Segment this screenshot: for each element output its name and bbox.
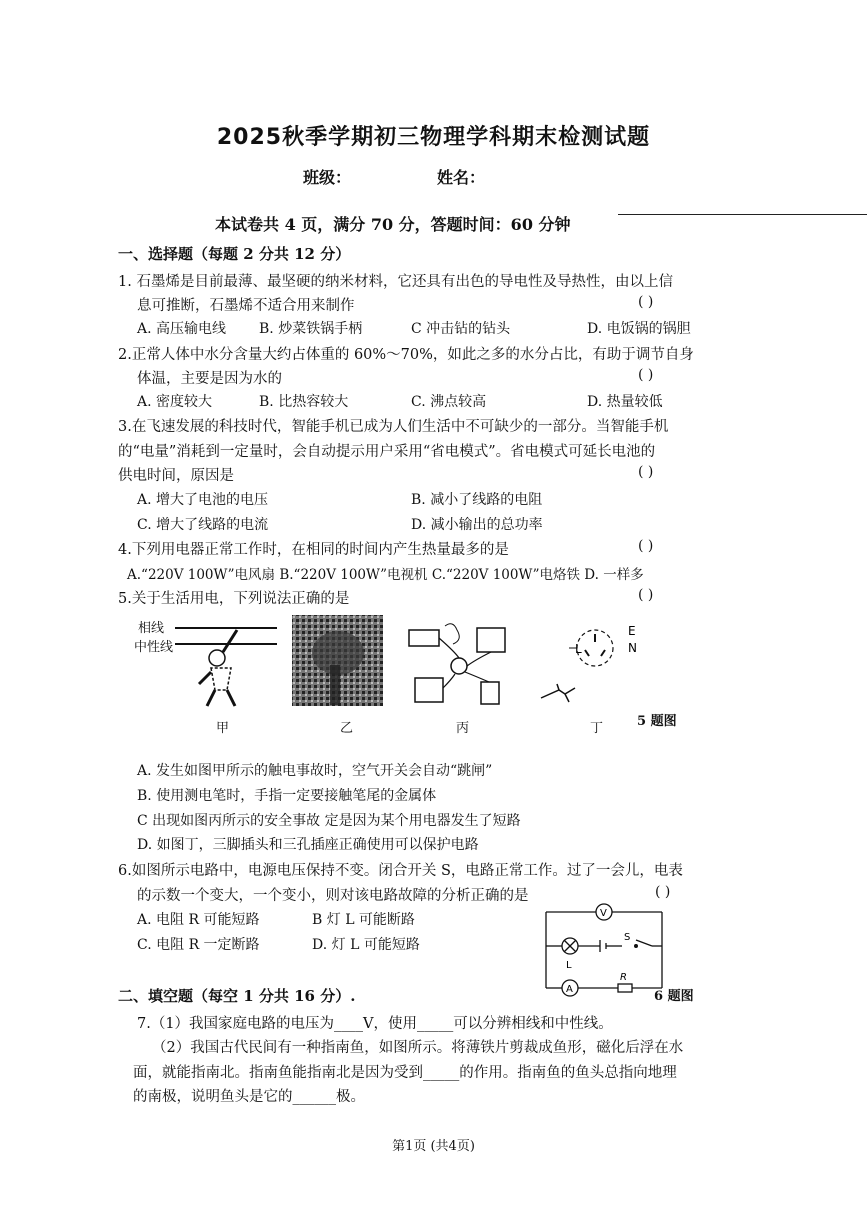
class-label: 班级： <box>303 168 352 187</box>
q2-option-d: D. 热量较低 <box>587 394 663 410</box>
circuit-symbol-s: S <box>624 932 631 943</box>
section-2-title: 二、填空题（每空 1 分共 16 分）. <box>118 987 356 1005</box>
q3-answer-paren: ( ) <box>638 464 654 480</box>
q1-option-c: C 冲击钻的钻头 <box>411 321 511 337</box>
plug-label-e: E <box>628 624 636 638</box>
fig-live-wire-label: 相线 <box>138 621 165 636</box>
q5-line1: 5.关于生活用电，下列说法正确的是 <box>118 591 350 607</box>
plug-label-l: L <box>575 642 582 656</box>
fig-5-label: 5 题图 <box>637 714 677 729</box>
q3-option-a: A. 增大了电池的电压 <box>137 492 269 508</box>
q6-line1: 6.如图所示电路中，电源电压保持不变。闭合开关 S，电路正常工作。过了一会儿，电表 <box>118 863 683 879</box>
q6-answer-paren: ( ) <box>655 884 671 900</box>
q5-answer-paren: ( ) <box>638 587 654 603</box>
q4-line1: 4.下列用电器正常工作时，在相同的时间内产生热量最多的是 <box>118 542 509 558</box>
q4-options: A.“220V 100W”电风扇 B.“220V 100W”电视机 C.“220V 100W”电烙铁 D. 一样多 <box>127 567 644 583</box>
q2-option-b: B. 比热容较大 <box>259 394 349 410</box>
q5-option-c: C 出现如图丙所示的安全事故 定是因为某个用电器发生了短路 <box>137 813 521 829</box>
q6-line2: 的示数一个变大，一个变小，则对该电路故障的分析正确的是 <box>137 888 529 904</box>
q2-line1: 2.正常人体中水分含量大约占体重的 60%～70%，如此之多的水分占比，有助于调节自身 <box>118 347 694 363</box>
q2-answer-paren: ( ) <box>638 367 654 383</box>
q4-answer-paren: ( ) <box>638 538 654 554</box>
fig-caption-jia: 甲 <box>216 721 230 736</box>
fig-caption-yi: 乙 <box>340 721 354 736</box>
q2-option-a: A. 密度较大 <box>137 394 213 410</box>
q1-option-b: B. 炒菜铁锅手柄 <box>259 321 363 337</box>
q6-option-a: A. 电阻 R 可能短路 <box>137 912 260 928</box>
q3-line1: 3.在飞速发展的科技时代，智能手机已成为人们生活中不可缺少的一部分。当智能手机 <box>118 419 669 435</box>
page-footer: 第1页 (共4页) <box>392 1139 475 1154</box>
header-rule <box>618 214 867 215</box>
q2-option-c: C. 沸点较高 <box>411 394 487 410</box>
q5-option-b: B. 使用测电笔时，手指一定要接触笔尾的金属体 <box>137 788 437 804</box>
q6-option-b: B 灯 L 可能断路 <box>312 912 415 928</box>
q1-option-a: A. 高压输电线 <box>137 321 227 337</box>
fig-ding-three-pin-plug <box>535 620 650 710</box>
fig-yi-test-pen <box>290 613 385 708</box>
q6-option-d: D. 灯 L 可能短路 <box>312 937 420 953</box>
exam-info: 本试卷共 4 页，满分 70 分，答题时间：60 分钟 <box>215 215 571 234</box>
q5-option-a: A. 发生如图甲所示的触电事故时，空气开关会自动“跳闸” <box>137 763 493 779</box>
q7-line2: （2）我国古代民间有一种指南鱼，如图所示。将薄铁片剪裁成鱼形，磁化后浮在水 <box>152 1040 684 1056</box>
q3-option-c: C. 增大了线路的电流 <box>137 517 269 533</box>
fig-jia-electric-shock <box>165 620 280 710</box>
plug-label-n: N <box>628 641 637 655</box>
section-1-title: 一、选择题（每题 2 分共 12 分） <box>118 245 351 263</box>
fig-6-label: 6 题图 <box>654 989 694 1004</box>
q1-answer-paren: ( ) <box>638 294 654 310</box>
q7-line3: 面，就能指南北。指南鱼能指南北是因为受到_____的作用。指南鱼的鱼头总指向地理 <box>133 1065 677 1081</box>
fig-caption-bing: 丙 <box>456 721 470 736</box>
fig-bing-overloaded-socket <box>405 622 525 714</box>
q5-option-d: D. 如图丁，三脚插头和三孔插座正确使用可以保护电路 <box>137 837 479 853</box>
fig-6-circuit <box>540 900 670 1000</box>
circuit-symbol-v: V <box>600 908 607 919</box>
q1-line1: 1. 石墨烯是目前最薄、最坚硬的纳米材料，它还具有出色的导电性及导热性，由以上信 <box>118 274 673 290</box>
q2-line2: 体温，主要是因为水的 <box>137 371 282 387</box>
q6-option-c: C. 电阻 R 一定断路 <box>137 937 260 953</box>
q7-line4: 的南极，说明鱼头是它的______极。 <box>133 1089 365 1105</box>
q1-line2: 息可推断，石墨烯不适合用来制作 <box>137 298 355 314</box>
q3-option-b: B. 减小了线路的电阻 <box>411 492 543 508</box>
name-label: 姓名： <box>437 168 486 187</box>
q3-line3: 供电时间，原因是 <box>118 468 234 484</box>
q7-line1: 7.（1）我国家庭电路的电压为____V，使用_____可以分辨相线和中性线。 <box>137 1016 613 1032</box>
q1-option-d: D. 电饭锅的锅胆 <box>587 321 691 337</box>
fig-caption-ding: 丁 <box>590 721 604 736</box>
circuit-symbol-l: L <box>566 960 572 971</box>
circuit-symbol-r: R <box>620 972 627 983</box>
q3-option-d: D. 减小输出的总功率 <box>411 517 543 533</box>
page-title: 2025秋季学期初三物理学科期末检测试题 <box>216 125 651 150</box>
circuit-symbol-a: A <box>566 984 573 995</box>
fig-neutral-wire-label: 中性线 <box>134 640 174 655</box>
q3-line2: 的“电量”消耗到一定量时，会自动提示用户采用“省电模式”。省电模式可延长电池的 <box>118 444 656 460</box>
